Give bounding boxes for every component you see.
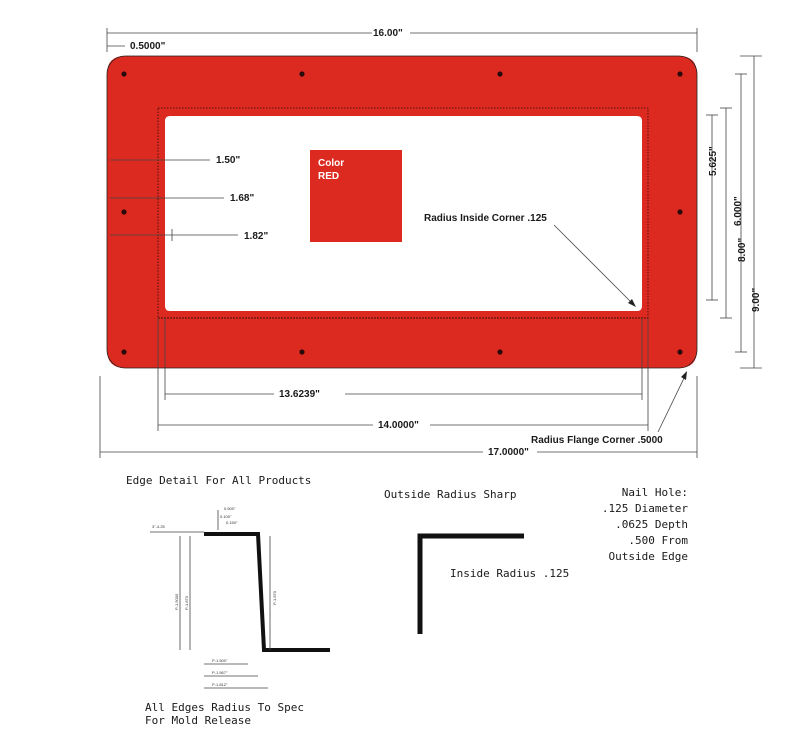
nail-hole-dot [677, 349, 682, 354]
dim-16: 16.00" [373, 28, 403, 39]
dim-900: 9.00" [751, 287, 762, 312]
dim-140000: 14.0000" [378, 420, 419, 431]
radius-inside-arrow [554, 225, 634, 305]
edge-small-dim: P-1.812" [212, 682, 228, 687]
dim-136239: 13.6239" [279, 389, 320, 400]
arrow-head [681, 371, 687, 380]
edge-note-line1: All Edges Radius To Spec [145, 701, 304, 714]
edge-small-dim: P-1.500" [212, 658, 228, 663]
nail-hole-line: .0625 Depth [615, 518, 688, 531]
dim-5625: 5.625" [708, 146, 719, 176]
edge-small-dim: 0.150" [226, 520, 238, 525]
nail-hole-dot [497, 349, 502, 354]
sharp-corner-profile [420, 536, 524, 634]
nail-hole-line: Outside Edge [608, 550, 688, 563]
dim-margin: 0.5000" [130, 41, 166, 52]
nail-hole-dot [121, 209, 126, 214]
nail-hole-line: Nail Hole: [621, 486, 688, 499]
nail-hole-dot [677, 209, 682, 214]
nail-hole-dot [497, 71, 502, 76]
dim-6000: 6.000" [733, 196, 744, 226]
inside-radius-label: Inside Radius .125 [450, 567, 570, 580]
sharp-detail-title: Outside Radius Sharp [384, 488, 517, 501]
edge-small-dim: 3"-4.25 [152, 524, 165, 529]
dim-150: 1.50" [216, 155, 241, 166]
nail-hole-dot [299, 71, 304, 76]
swatch-label-red: RED [318, 171, 340, 182]
dim-800: 8.00" [737, 237, 748, 262]
nail-hole-dot [299, 349, 304, 354]
dotted-boundary [158, 108, 648, 318]
dim-182: 1.82" [244, 231, 269, 242]
edge-small-dim: P-1.870 [272, 590, 277, 605]
dim-168: 1.68" [230, 193, 255, 204]
edge-small-dim: P-1.870 [184, 595, 189, 610]
edge-note-line2: For Mold Release [145, 714, 251, 727]
edge-small-dim: 0.100" [220, 514, 232, 519]
edge-small-dim: P-1.567" [212, 670, 228, 675]
radius-flange-arrow [658, 374, 686, 432]
nail-hole-line: .500 From [628, 534, 688, 547]
edge-detail-title: Edge Detail For All Products [126, 474, 312, 487]
radius-inside-label: Radius Inside Corner .125 [424, 213, 547, 224]
edge-small-dim: P-1.5000 [174, 593, 179, 610]
swatch-label-color: Color [318, 158, 345, 169]
nail-hole-dot [121, 71, 126, 76]
edge-small-dim: 0.500" [224, 506, 236, 511]
nail-hole-dot [677, 71, 682, 76]
nail-hole-line: .125 Diameter [601, 502, 688, 515]
nail-hole-dot [121, 349, 126, 354]
dim-170000: 17.0000" [488, 447, 529, 458]
radius-flange-label: Radius Flange Corner .5000 [531, 435, 663, 446]
edge-profile [204, 534, 330, 650]
